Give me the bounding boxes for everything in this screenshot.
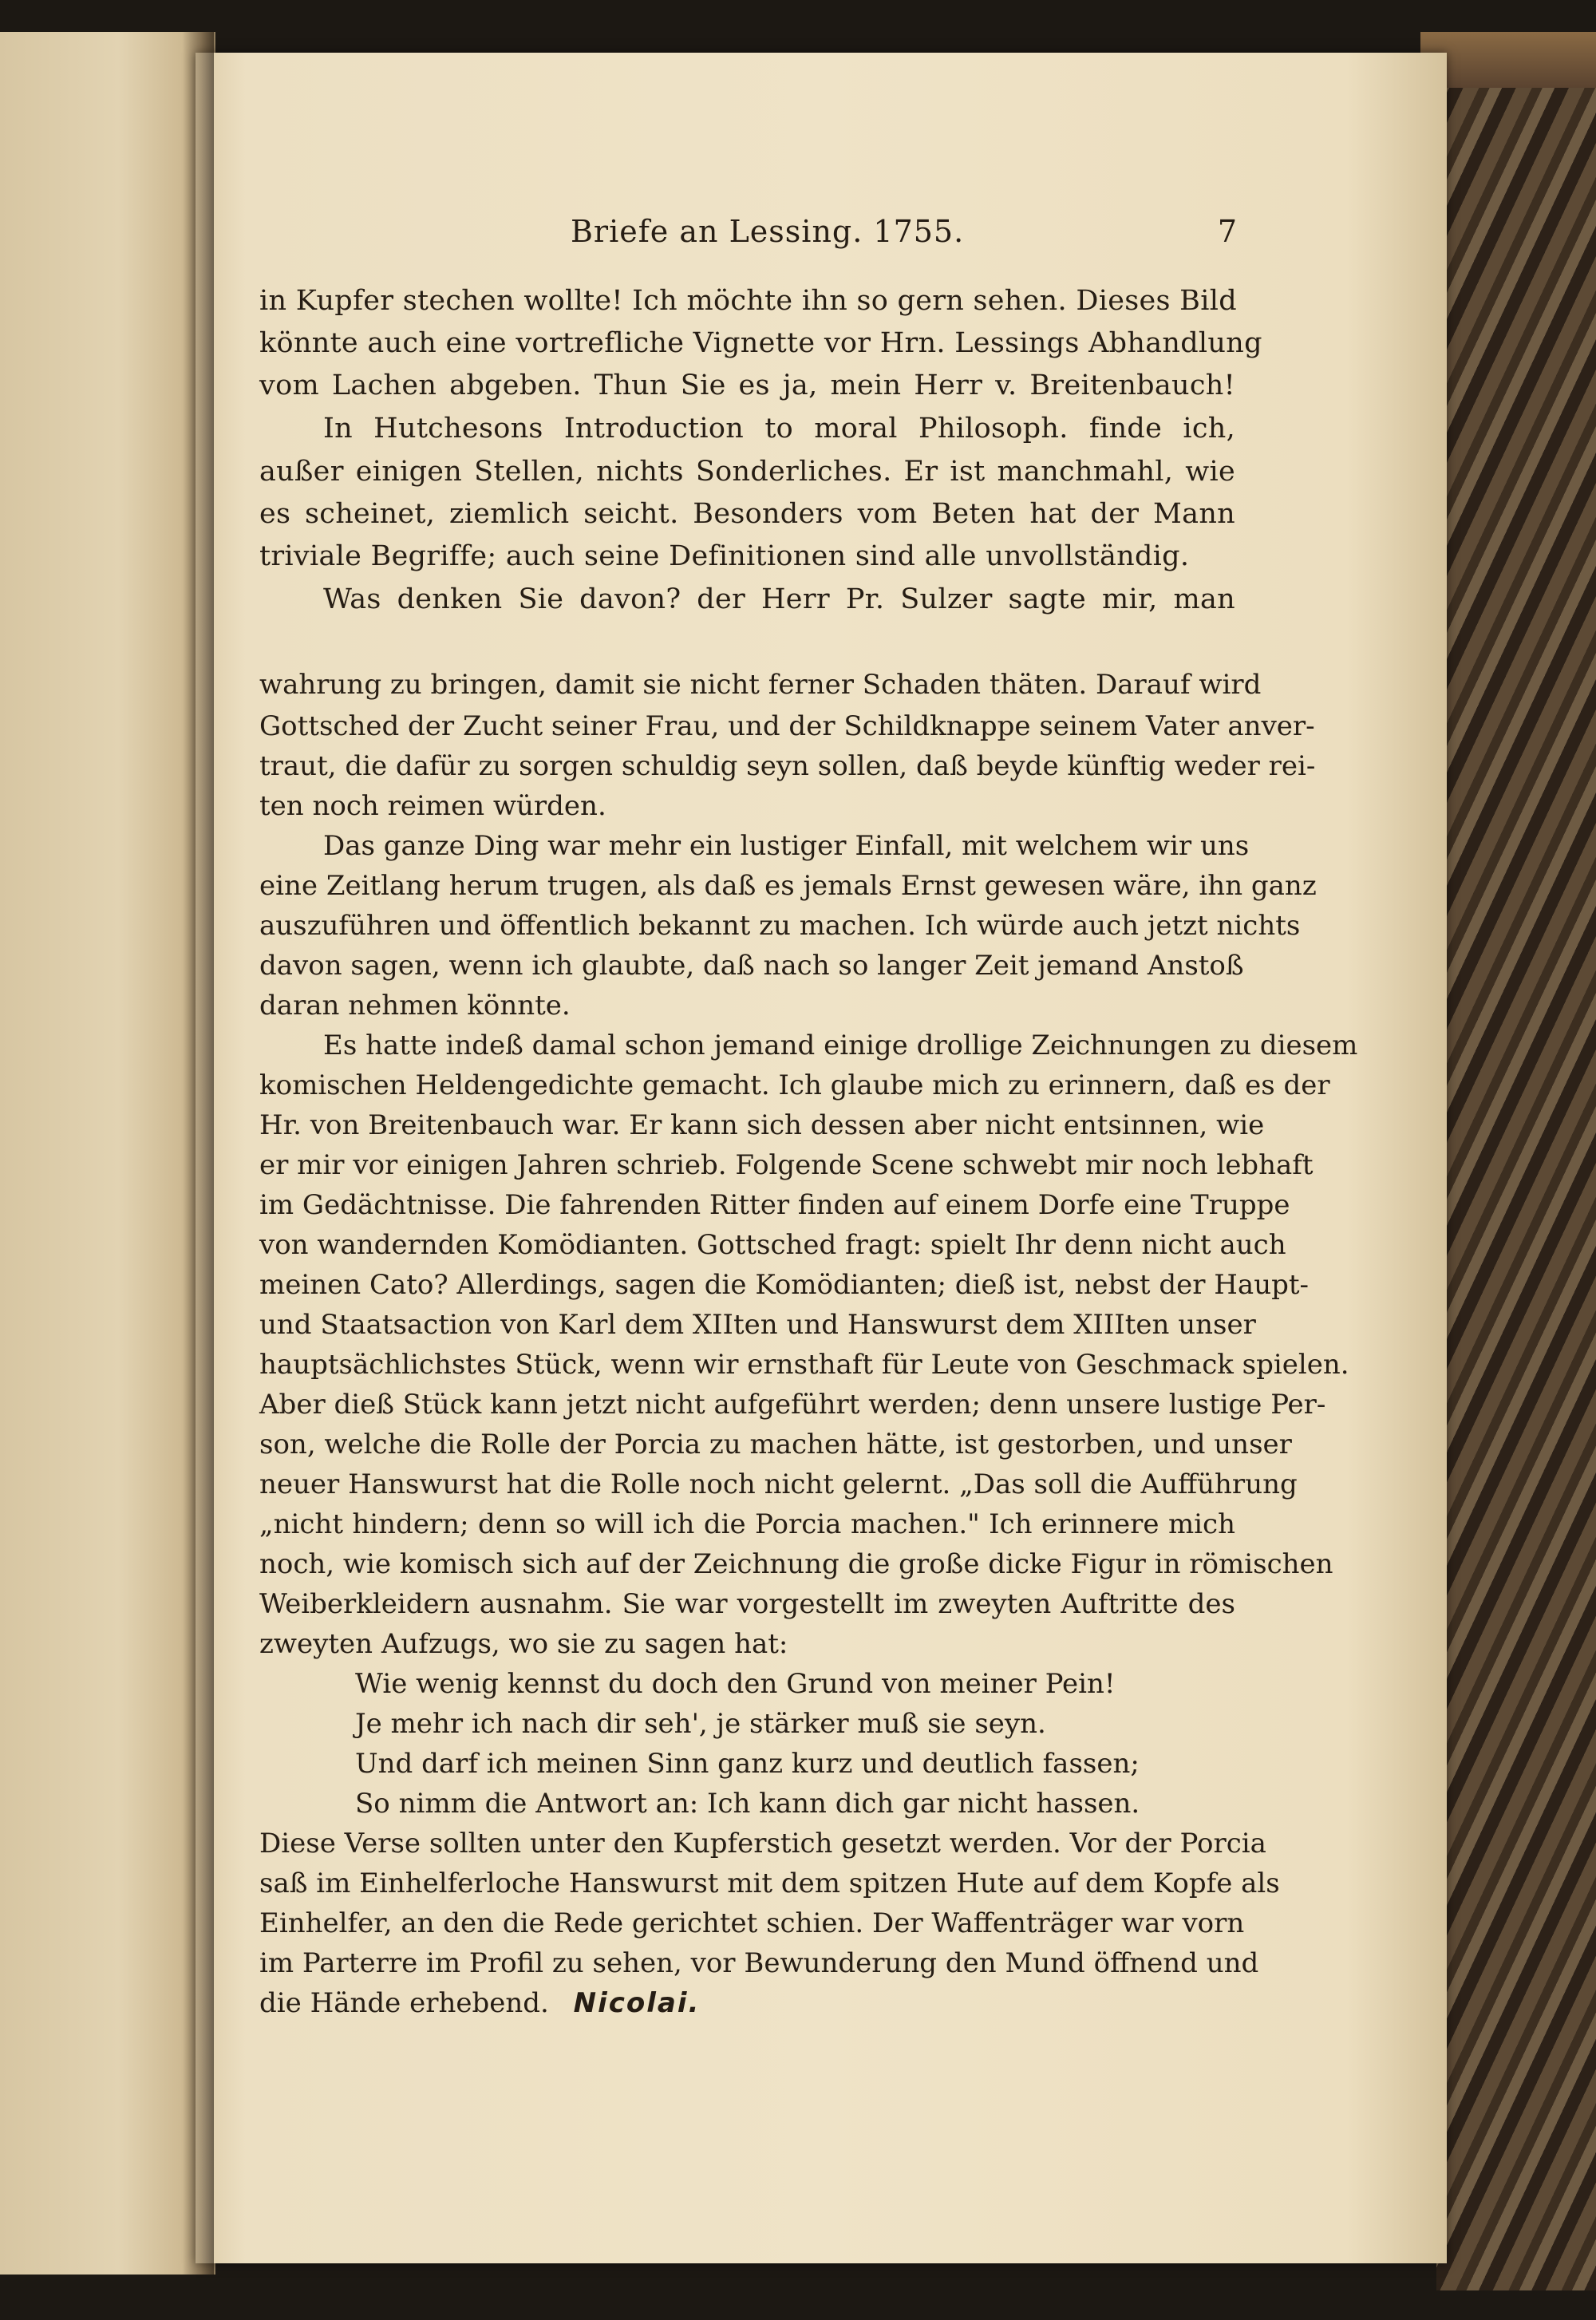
gutter-shadow [182, 32, 214, 2275]
text-line: im Parterre im Profil zu sehen, vor Bewunderung den Mund öffnend und [259, 1947, 1259, 1979]
text-line: Das ganze Ding war mehr ein lustiger Einfall, mit welchem wir uns [323, 830, 1250, 862]
text-line: Was denken Sie davon? der Herr Pr. Sulzer sagte mir, man [323, 583, 1235, 615]
text-line: „nicht hindern; denn so will ich die Porcia machen." Ich erinnere mich [259, 1508, 1235, 1540]
text-line: In Hutchesons Introduction to moral Philosoph. finde ich, [323, 413, 1235, 445]
verse-line: Je mehr ich nach dir seh', je stärker muß sie seyn. [355, 1708, 1046, 1740]
text-line: hauptsächlichstes Stück, wenn wir ernsthaft für Leute von Geschmack spielen. [259, 1349, 1349, 1381]
text-line: son, welche die Rolle der Porcia zu machen hätte, ist gestorben, und unser [259, 1429, 1292, 1460]
text-line: Diese Verse sollten unter den Kupferstich gesetzt werden. Vor der Porcia [259, 1828, 1266, 1860]
text-line: saß im Einhelferloche Hanswurst mit dem spitzen Hute auf dem Kopfe als [259, 1867, 1280, 1899]
text-line: traut, die dafür zu sorgen schuldig seyn sollen, daß beyde künftig weder rei- [259, 750, 1316, 782]
text-line: im Gedächtnisse. Die fahrenden Ritter finden auf einem Dorfe eine Truppe [259, 1189, 1290, 1221]
page-number: 7 [1217, 214, 1237, 249]
text-line: ten noch reimen würden. [259, 790, 606, 822]
text-line: meinen Cato? Allerdings, sagen die Komödianten; dieß ist, nebst der Haupt- [259, 1269, 1310, 1301]
text-line: davon sagen, wenn ich glaubte, daß nach so langer Zeit jemand Anstoß [259, 950, 1244, 982]
text-line: daran nehmen könnte. [259, 990, 571, 1022]
text-line: neuer Hanswurst hat die Rolle noch nicht gelernt. „Das soll die Aufführung [259, 1468, 1298, 1500]
text-line: Weiberkleidern ausnahm. Sie war vorgestellt im zweyten Auftritte des [259, 1588, 1235, 1620]
text-line: vom Lachen abgeben. Thun Sie es ja, mein Herr v. Breitenbauch! [259, 370, 1235, 401]
text-line: komischen Heldengedichte gemacht. Ich glaube mich zu erinnern, daß es der [259, 1069, 1330, 1101]
text-line: auszuführen und öffentlich bekannt zu machen. Ich würde auch jetzt nichts [259, 910, 1301, 942]
text-line: er mir vor einigen Jahren schrieb. Folgende Scene schwebt mir noch lebhaft [259, 1149, 1314, 1181]
verse-line: Und darf ich meinen Sinn ganz kurz und deutlich fassen; [355, 1748, 1140, 1780]
text-line: noch, wie komisch sich auf der Zeichnung die große dicke Figur in römischen [259, 1548, 1333, 1580]
text-line [259, 1987, 1235, 2019]
text-line: zweyten Aufzugs, wo sie zu sagen hat: [259, 1628, 788, 1660]
text-line: wahrung zu bringen, damit sie nicht ferner Schaden thäten. Darauf wird [259, 669, 1262, 701]
text-line: außer einigen Stellen, nichts Sonderliches. Er ist manchmahl, wie [259, 456, 1235, 488]
text-line: in Kupfer stechen wollte! Ich möchte ihn so gern sehen. Dieses Bild [259, 285, 1237, 317]
signature: Nicolai. [573, 1987, 701, 2019]
running-header [259, 214, 1237, 255]
marbled-cover [1436, 32, 1596, 2290]
text-line: von wandernden Komödianten. Gottsched fragt: spielt Ihr denn nicht auch [259, 1229, 1286, 1261]
text-line: Aber dieß Stück kann jetzt nicht aufgeführt werden; denn unsere lustige Per- [259, 1389, 1326, 1421]
text-line: eine Zeitlang herum trugen, als daß es jemals Ernst gewesen wäre, ihn ganz [259, 870, 1317, 902]
text-line: es scheinet, ziemlich seicht. Besonders vom Beten hat der Mann [259, 498, 1235, 530]
text-line: triviale Begriffe; auch seine Definitionen sind alle unvollständig. [259, 540, 1190, 572]
text-line: Es hatte indeß damal schon jemand einige drollige Zeichnungen zu diesem [323, 1030, 1358, 1061]
text-line: könnte auch eine vortrefliche Vignette vor Hrn. Lessings Abhandlung [259, 327, 1262, 359]
text-line: Einhelfer, an den die Rede gerichtet schien. Der Waffenträger war vorn [259, 1907, 1245, 1939]
text-line: und Staatsaction von Karl dem XIIten und Hanswurst dem XIIIten unser [259, 1309, 1256, 1341]
closing-line-text: die Hände erhebend. [259, 1987, 549, 2019]
verse-line: Wie wenig kennst du doch den Grund von meiner Pein! [355, 1668, 1116, 1700]
verse-line: So nimm die Antwort an: Ich kann dich gar nicht hassen. [355, 1788, 1140, 1820]
text-line: Gottsched der Zucht seiner Frau, und der Schildknappe seinem Vater anver- [259, 710, 1315, 742]
cover-leather-corner [1420, 32, 1596, 88]
text-line: Hr. von Breitenbauch war. Er kann sich dessen aber nicht entsinnen, wie [259, 1109, 1265, 1141]
running-title: Briefe an Lessing. 1755. [571, 214, 965, 249]
